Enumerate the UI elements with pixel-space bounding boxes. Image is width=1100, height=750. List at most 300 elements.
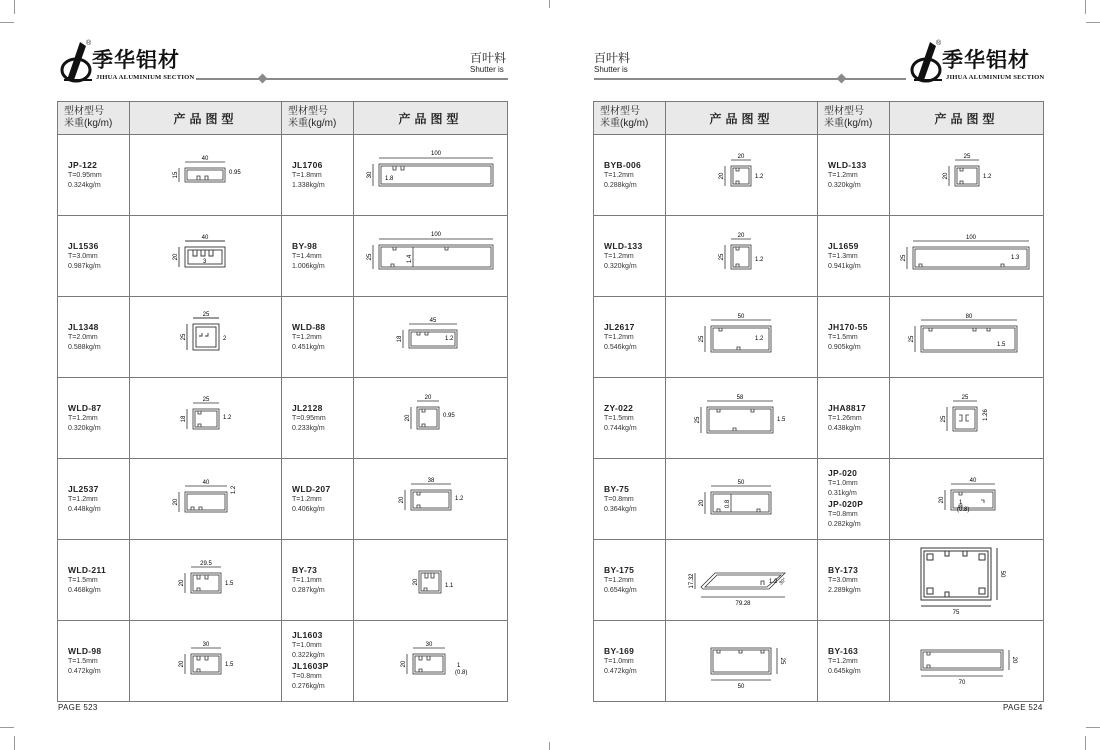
dim-height: 20 xyxy=(942,172,949,180)
right-page xyxy=(550,0,1100,750)
product-code: WLD-88 xyxy=(292,321,326,332)
brand-name-en: JIHUA ALUMINIUM SECTION xyxy=(96,74,195,81)
dim-height: 30 xyxy=(366,171,373,179)
product-weight: 0.744kg/m xyxy=(604,424,637,432)
product-thickness: T=3.0mm xyxy=(68,252,98,260)
product-thickness: T=2.0mm xyxy=(68,333,98,341)
dim-height: 25 xyxy=(694,416,701,424)
product-thickness: T=1.2mm xyxy=(604,333,634,341)
registered-mark: ® xyxy=(936,40,942,47)
dim-width: 40 xyxy=(202,480,209,486)
profile-drawing xyxy=(141,140,271,210)
product-thickness: T=1.2mm xyxy=(68,495,98,503)
dim-width: 50 xyxy=(737,480,744,486)
dim-thickness-variant: (0.8) xyxy=(956,507,969,513)
dim-height: 25 xyxy=(366,253,373,261)
dim-width: 40 xyxy=(201,156,208,162)
product-code: JL1536 xyxy=(68,240,99,251)
profile-drawing xyxy=(361,383,501,453)
dim-height: 25 xyxy=(718,253,725,261)
product-code: BY-98 xyxy=(292,240,318,251)
header-code-cell: 型材型号 米重(kg/m) xyxy=(282,102,354,135)
product-weight: 2.289kg/m xyxy=(828,586,861,594)
product-thickness: T=1.1mm xyxy=(292,576,322,584)
product-info xyxy=(818,621,890,702)
product-info xyxy=(818,459,890,540)
profile-drawing xyxy=(141,464,271,534)
table-row xyxy=(594,621,1044,702)
product-weight: 0.31kg/m xyxy=(828,490,857,497)
dim-height: 18 xyxy=(396,335,403,343)
dim-width: 20 xyxy=(737,233,744,239)
product-weight: 0.233kg/m xyxy=(292,424,325,432)
dim-thickness: 1.5 xyxy=(224,662,233,668)
product-drawing xyxy=(354,135,508,216)
dim-thickness: 0.8 xyxy=(724,499,731,509)
dim-thickness: 1.2 xyxy=(754,336,763,342)
dim-height: 25 xyxy=(908,335,915,343)
category-en: Shutter is xyxy=(594,65,628,74)
category-en: Shutter is xyxy=(470,65,504,74)
product-weight: 0.364kg/m xyxy=(604,505,637,513)
product-code: JH170-55 xyxy=(828,321,868,332)
product-info xyxy=(282,297,354,378)
dim-height: 20 xyxy=(398,496,405,504)
dim-thickness: 1.2 xyxy=(754,174,763,180)
product-drawing xyxy=(130,378,282,459)
product-info xyxy=(58,216,130,297)
dim-height: 20 xyxy=(172,253,179,261)
product-thickness: T=1.5mm xyxy=(68,657,98,665)
profile-drawing xyxy=(677,221,807,291)
dim-thickness: 1 xyxy=(958,500,962,506)
product-thickness: T=1.2mm xyxy=(828,171,858,179)
product-info xyxy=(58,135,130,216)
product-code: BY-163 xyxy=(828,645,859,656)
product-weight: 0.320kg/m xyxy=(68,424,101,432)
dim-width: 58 xyxy=(736,395,743,401)
product-drawing xyxy=(354,216,508,297)
product-weight: 0.645kg/m xyxy=(828,667,861,675)
table-row xyxy=(594,540,1044,621)
dim-width: 20 xyxy=(424,395,431,401)
product-thickness: T=3.0mm xyxy=(828,576,858,584)
profile-drawing xyxy=(897,383,1037,453)
product-weight: 1.006kg/m xyxy=(292,262,325,270)
product-code: BYB-006 xyxy=(604,159,642,170)
product-info xyxy=(282,621,354,702)
profile-drawing xyxy=(677,626,807,696)
profile-drawing xyxy=(361,302,501,372)
product-thickness: T=1.2mm xyxy=(292,333,322,341)
dim-thickness: 1.2 xyxy=(230,485,237,495)
category-cn: 百叶料 xyxy=(470,51,507,65)
product-drawing xyxy=(354,540,508,621)
product-thickness: T=1.2mm xyxy=(604,576,634,584)
dim-width: 75 xyxy=(952,610,959,616)
product-info xyxy=(282,459,354,540)
product-thickness: T=1.5mm xyxy=(68,576,98,584)
dim-thickness: 2 xyxy=(222,336,226,342)
dim-height: 18 xyxy=(180,415,187,423)
page-number: PAGE 524 xyxy=(1003,703,1043,712)
dim-angle: 30° xyxy=(777,576,788,587)
product-drawing xyxy=(890,216,1044,297)
product-weight: 0.546kg/m xyxy=(604,343,637,351)
dim-height: 17.32 xyxy=(688,573,695,589)
dim-height: 20 xyxy=(698,499,705,507)
brand-name-en: JIHUA ALUMINIUM SECTION xyxy=(946,74,1045,81)
product-weight: 1.338kg/m xyxy=(292,181,325,189)
profile-drawing xyxy=(141,383,271,453)
product-weight: 0.322kg/m xyxy=(292,652,325,659)
dim-width: 25 xyxy=(202,312,209,318)
product-weight: 0.320kg/m xyxy=(828,181,861,189)
dim-width: 50 xyxy=(737,314,744,320)
diamond-ornament-icon xyxy=(258,74,268,84)
table-row xyxy=(58,216,508,297)
product-thickness: T=1.5mm xyxy=(604,414,634,422)
product-code: WLD-207 xyxy=(292,483,331,494)
product-thickness: T=0.95mm xyxy=(292,414,326,422)
brand-name-cn: 季华铝材 xyxy=(92,48,180,72)
product-code: BY-75 xyxy=(604,483,630,494)
product-thickness: T=0.8mm xyxy=(604,495,634,503)
product-thickness: T=1.2mm xyxy=(604,252,634,260)
product-info xyxy=(594,216,666,297)
dim-width: 70 xyxy=(958,680,965,686)
dim-height: 20 xyxy=(404,414,411,422)
product-info xyxy=(818,216,890,297)
dim-height: 25 xyxy=(180,333,187,341)
product-code: JHA8817 xyxy=(828,402,867,413)
dim-width: 100 xyxy=(965,235,976,241)
dim-width: 29.5 xyxy=(199,561,212,567)
product-table-right xyxy=(593,101,1044,702)
dim-thickness: 1.5 xyxy=(776,417,785,423)
product-thickness: T=1.4mm xyxy=(292,252,322,260)
product-drawing xyxy=(354,378,508,459)
product-weight: 0.451kg/m xyxy=(292,343,325,351)
product-code-variant: JP-020P xyxy=(828,499,864,509)
product-weight: 0.654kg/m xyxy=(604,586,637,594)
dim-width: 100 xyxy=(430,151,441,157)
header-code-cell: 型材型号 米重(kg/m) xyxy=(594,102,666,135)
dim-height: 50 xyxy=(998,570,1005,578)
dim-height: 15 xyxy=(172,171,179,179)
product-code: JL1706 xyxy=(292,159,323,170)
product-drawing xyxy=(666,135,818,216)
product-drawing xyxy=(354,459,508,540)
header-picture-cell: 产品图型 xyxy=(354,102,508,135)
product-info xyxy=(58,297,130,378)
profile-drawing xyxy=(361,140,501,210)
profile-drawing xyxy=(677,140,807,210)
dim-width: 20 xyxy=(737,154,744,160)
dim-thickness: 1.2 xyxy=(768,579,777,585)
header-picture-cell: 产品图型 xyxy=(130,102,282,135)
table-row xyxy=(58,540,508,621)
dim-thickness: 0.95 xyxy=(228,170,241,176)
product-weight: 0.448kg/m xyxy=(68,505,101,513)
table-header xyxy=(594,102,1044,135)
profile-drawing xyxy=(361,626,501,696)
product-info xyxy=(818,135,890,216)
product-thickness: T=1.5mm xyxy=(828,333,858,341)
dim-height: 25 xyxy=(940,415,947,423)
dim-width: 38 xyxy=(427,478,434,484)
profile-drawing xyxy=(361,221,501,291)
product-weight: 0.287kg/m xyxy=(292,586,325,594)
dim-height: 20 xyxy=(172,498,179,506)
dim-thickness: 1.4 xyxy=(406,254,413,264)
product-drawing xyxy=(130,540,282,621)
dim-width: 45 xyxy=(429,318,436,324)
table-row xyxy=(594,135,1044,216)
diamond-ornament-icon xyxy=(837,74,847,84)
profile-drawing xyxy=(141,221,271,291)
product-thickness-variant: T=0.8mm xyxy=(828,511,858,518)
dim-height: 20 xyxy=(938,496,945,504)
dim-width: 25 xyxy=(961,395,968,401)
dim-height: 20 xyxy=(178,579,185,587)
product-drawing xyxy=(130,135,282,216)
product-drawing xyxy=(130,216,282,297)
product-thickness: T=1.2mm xyxy=(604,171,634,179)
table-row xyxy=(58,135,508,216)
dim-height: 25 xyxy=(900,254,907,262)
dim-thickness-variant: (0.8) xyxy=(454,670,467,676)
header-picture-cell: 产品图型 xyxy=(666,102,818,135)
dim-thickness: 0.95 xyxy=(442,413,455,419)
dim-thickness: 3 xyxy=(202,259,206,265)
product-drawing xyxy=(130,459,282,540)
header-picture-cell: 产品图型 xyxy=(890,102,1044,135)
product-weight: 0.472kg/m xyxy=(604,667,637,675)
dim-width: 79.28 xyxy=(734,601,751,607)
table-row xyxy=(58,621,508,702)
product-code: JL2617 xyxy=(604,321,635,332)
dim-width: 25 xyxy=(963,154,970,160)
registered-mark: ® xyxy=(86,40,92,47)
product-code: WLD-87 xyxy=(68,402,102,413)
product-info xyxy=(594,540,666,621)
product-weight: 0.588kg/m xyxy=(68,343,101,351)
profile-drawing xyxy=(141,626,271,696)
product-drawing xyxy=(666,459,818,540)
product-table-left xyxy=(57,101,508,702)
product-drawing xyxy=(890,540,1044,621)
product-code: JP-020 xyxy=(828,468,858,478)
dim-height: 20 xyxy=(178,660,185,668)
profile-drawing xyxy=(677,464,807,534)
table-row xyxy=(58,378,508,459)
product-weight: 0.987kg/m xyxy=(68,262,101,270)
dim-height: 25 xyxy=(778,657,785,665)
dim-thickness: 1.2 xyxy=(982,174,991,180)
product-info xyxy=(58,378,130,459)
product-drawing xyxy=(130,297,282,378)
product-info xyxy=(594,459,666,540)
product-weight: 0.905kg/m xyxy=(828,343,861,351)
product-code: JL1659 xyxy=(828,240,859,251)
profile-drawing xyxy=(897,221,1037,291)
product-weight: 0.941kg/m xyxy=(828,262,861,270)
product-weight: 0.472kg/m xyxy=(68,667,101,675)
table-row xyxy=(594,216,1044,297)
profile-drawing xyxy=(141,302,271,372)
product-thickness-variant: T=0.8mm xyxy=(292,673,322,680)
dim-height: 20 xyxy=(718,172,725,180)
dim-thickness: 1.2 xyxy=(754,257,763,263)
product-thickness: T=1.2mm xyxy=(828,657,858,665)
dim-thickness: 1.8 xyxy=(384,176,393,182)
dim-thickness: 1.5 xyxy=(996,342,1005,348)
profile-drawing xyxy=(677,383,807,453)
dim-width: 80 xyxy=(965,314,972,320)
profile-drawing xyxy=(897,464,1037,534)
product-drawing xyxy=(666,297,818,378)
product-code-variant: JL1603P xyxy=(292,661,329,671)
product-drawing xyxy=(890,621,1044,702)
profile-drawing xyxy=(361,464,501,534)
brand-name-cn: 季华铝材 xyxy=(942,48,1030,72)
product-drawing xyxy=(890,378,1044,459)
product-info xyxy=(58,621,130,702)
product-drawing xyxy=(666,621,818,702)
product-code: BY-169 xyxy=(604,645,635,656)
product-thickness: T=0.95mm xyxy=(68,171,102,179)
product-code: BY-73 xyxy=(292,564,318,575)
product-code: WLD-211 xyxy=(68,564,106,575)
dim-thickness: 1.2 xyxy=(454,496,463,502)
product-code: JL1603 xyxy=(292,630,323,640)
product-code: WLD-98 xyxy=(68,645,102,656)
dim-width: 100 xyxy=(430,232,441,238)
product-info xyxy=(58,459,130,540)
product-drawing xyxy=(666,378,818,459)
product-drawing xyxy=(890,135,1044,216)
product-thickness: T=1.2mm xyxy=(292,495,322,503)
product-drawing xyxy=(130,621,282,702)
product-info xyxy=(594,297,666,378)
product-thickness: T=1.0mm xyxy=(828,480,858,487)
dim-thickness: 1.1 xyxy=(444,583,453,589)
product-info xyxy=(282,540,354,621)
product-code: JL1348 xyxy=(68,321,99,332)
product-thickness: T=1.26mm xyxy=(828,414,862,422)
product-thickness: T=1.0mm xyxy=(604,657,634,665)
category-title xyxy=(594,51,630,74)
dim-width: 50 xyxy=(737,684,744,690)
product-code: WLD-133 xyxy=(604,240,643,251)
dim-width: 25 xyxy=(202,397,209,403)
profile-drawing xyxy=(677,545,807,615)
page-number: PAGE 523 xyxy=(58,703,98,712)
profile-drawing xyxy=(897,140,1037,210)
product-weight: 0.324kg/m xyxy=(68,181,101,189)
product-info xyxy=(282,378,354,459)
product-info xyxy=(594,135,666,216)
profile-drawing xyxy=(897,302,1037,372)
product-thickness: T=1.8mm xyxy=(292,171,322,179)
dim-thickness: 1.26 xyxy=(982,409,989,421)
profile-drawing xyxy=(897,626,1037,696)
product-drawing xyxy=(890,459,1044,540)
dim-height: 20 xyxy=(1010,656,1017,664)
product-weight: 0.320kg/m xyxy=(604,262,637,270)
dim-width: 30 xyxy=(202,642,209,648)
dim-width: 40 xyxy=(201,235,208,241)
profile-drawing xyxy=(897,542,1037,618)
product-drawing xyxy=(354,621,508,702)
product-info xyxy=(594,378,666,459)
product-info xyxy=(818,297,890,378)
dim-width: 40 xyxy=(969,478,976,484)
product-thickness: T=1.2mm xyxy=(68,414,98,422)
product-weight: 0.438kg/m xyxy=(828,424,861,432)
header-rule xyxy=(594,78,906,80)
product-code: BY-175 xyxy=(604,564,635,575)
dim-thickness: 1.5 xyxy=(224,581,233,587)
product-code: JL2537 xyxy=(68,483,99,494)
table-header xyxy=(58,102,508,135)
product-drawing xyxy=(666,540,818,621)
header-rule xyxy=(196,78,508,80)
header-code-cell: 型材型号 米重(kg/m) xyxy=(58,102,130,135)
dim-thickness: 1.2 xyxy=(444,336,453,342)
product-info xyxy=(818,540,890,621)
table-row xyxy=(58,297,508,378)
product-drawing xyxy=(354,297,508,378)
product-weight: 0.406kg/m xyxy=(292,505,325,513)
product-weight-variant: 0.282kg/m xyxy=(828,521,861,528)
profile-drawing xyxy=(141,545,271,615)
product-info xyxy=(282,216,354,297)
product-drawing xyxy=(666,216,818,297)
product-weight-variant: 0.276kg/m xyxy=(292,683,325,690)
table-row xyxy=(594,378,1044,459)
profile-drawing xyxy=(677,302,807,372)
dim-thickness: 1 xyxy=(456,663,460,669)
product-code: WLD-133 xyxy=(828,159,867,170)
product-info xyxy=(282,135,354,216)
dim-height: 20 xyxy=(412,578,419,586)
product-info xyxy=(594,621,666,702)
dim-height: 20 xyxy=(400,660,407,668)
product-code: JL2128 xyxy=(292,402,323,413)
product-weight: 0.288kg/m xyxy=(604,181,637,189)
product-thickness: T=1.3mm xyxy=(828,252,858,260)
table-row xyxy=(594,459,1044,540)
dim-thickness: 1.2 xyxy=(222,415,231,421)
table-row xyxy=(594,297,1044,378)
dim-height: 25 xyxy=(698,335,705,343)
dim-width: 30 xyxy=(425,642,432,648)
product-drawing xyxy=(890,297,1044,378)
profile-drawing xyxy=(361,545,501,615)
product-code: ZY-022 xyxy=(604,402,634,413)
product-info xyxy=(58,540,130,621)
product-code: BY-173 xyxy=(828,564,859,575)
product-thickness: T=1.0mm xyxy=(292,642,322,649)
product-weight: 0.468kg/m xyxy=(68,586,101,594)
category-title xyxy=(470,51,506,74)
category-cn: 百叶料 xyxy=(594,51,631,65)
table-row xyxy=(58,459,508,540)
product-code: JP-122 xyxy=(68,159,98,170)
header-code-cell: 型材型号 米重(kg/m) xyxy=(818,102,890,135)
